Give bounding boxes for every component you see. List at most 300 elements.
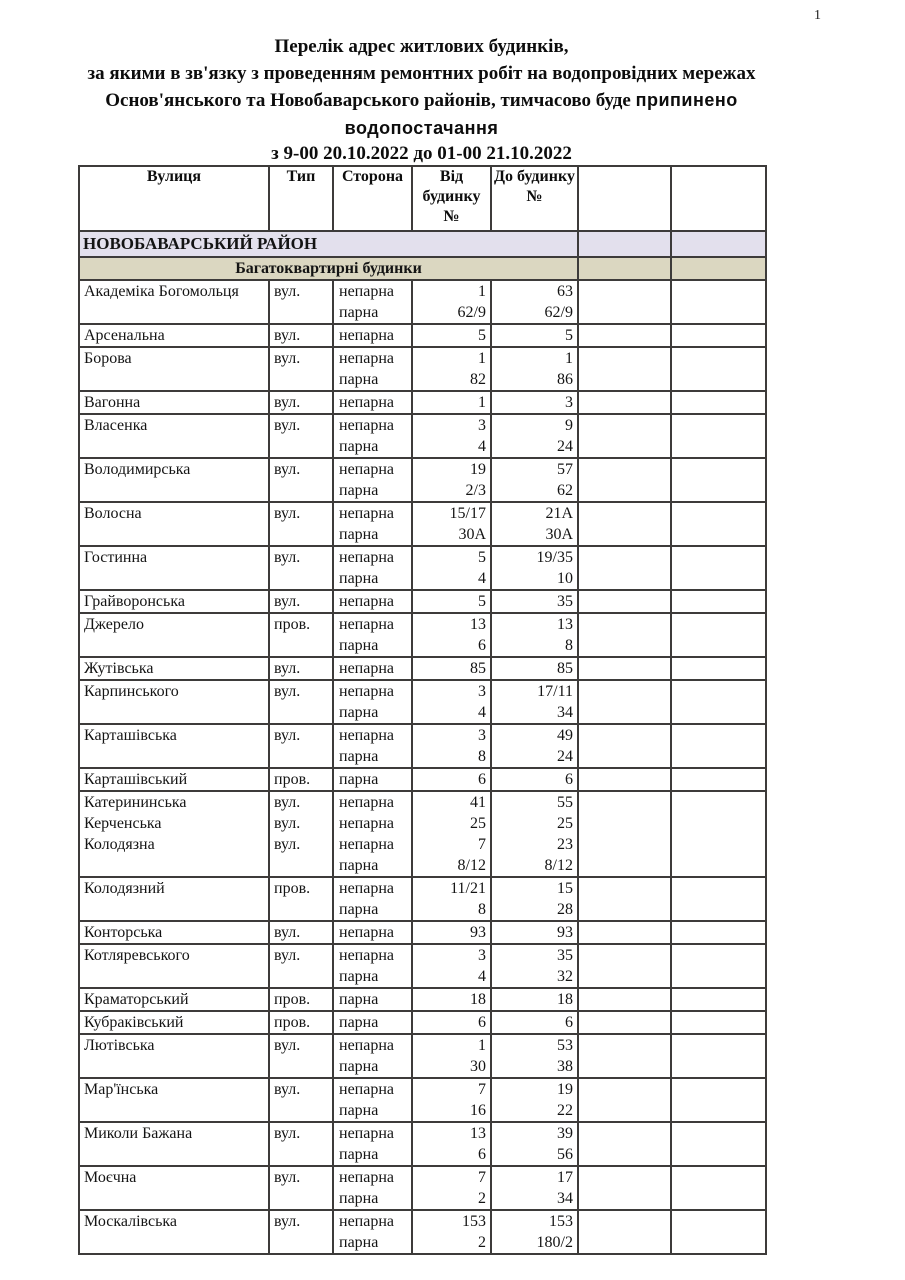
cell-line: непарна [339,660,394,677]
cell-line: 1 [565,350,573,367]
street-cell [79,546,269,590]
cell-line: 93 [470,924,486,941]
cell-line: 82 [470,371,486,388]
cell-line: 25 [470,815,486,832]
to-cell [491,1078,578,1122]
to-cell [491,458,578,502]
cell-line: непарна [339,327,394,344]
cell-line: Власенка [84,417,148,434]
cell-line: непарна [339,549,394,566]
cell-line: 2 [478,1234,486,1251]
cell-line: вул. [274,505,301,522]
empty-cell [671,502,766,546]
cell-line: 34 [557,1190,573,1207]
cell-line: вул. [274,549,301,566]
from-cell [412,458,491,502]
cell-line: Краматорський [84,991,189,1008]
cell-line: парна [339,1014,379,1031]
cell-line: 3 [478,683,486,700]
side-cell [333,502,412,546]
from-cell [412,613,491,657]
category-empty-1 [578,257,671,280]
to-cell [491,1011,578,1034]
cell-line: непарна [339,880,394,897]
table-row [79,791,766,877]
type-cell [269,280,333,324]
cell-line: вул. [274,660,301,677]
street-cell [79,280,269,324]
cell-line: 13 [557,616,573,633]
cell-line: парна [339,1190,379,1207]
empty-cell [578,613,671,657]
cell-line: непарна [339,947,394,964]
empty-cell [671,590,766,613]
side-cell [333,944,412,988]
from-cell [412,768,491,791]
table-row [79,280,766,324]
cell-line: 5 [478,327,486,344]
empty-cell [578,724,671,768]
cell-line: вул. [274,350,301,367]
side-cell [333,458,412,502]
cell-line: 93 [557,924,573,941]
cell-line: 3 [478,727,486,744]
street-cell [79,724,269,768]
cell-line: непарна [339,1125,394,1142]
cell-line: Моєчна [84,1169,137,1186]
cell-line: Керченська [84,815,162,832]
table-row [79,921,766,944]
type-cell [269,458,333,502]
cell-line: непарна [339,283,394,300]
title-line-3-serif: Основ'янського та Новобаварського районів, тимчасово буде [105,90,636,111]
cell-line: непарна [339,1081,394,1098]
to-cell [491,724,578,768]
side-cell [333,280,412,324]
empty-cell [578,1078,671,1122]
cell-line: 1 [478,1037,486,1054]
cell-line: Вагонна [84,394,141,411]
street-cell [79,680,269,724]
cell-line: непарна [339,1037,394,1054]
table-row [79,414,766,458]
street-cell [79,1210,269,1254]
district-header-label: НОВОБАВАРСЬКИЙ РАЙОН [79,231,578,257]
side-cell [333,1166,412,1210]
side-cell [333,324,412,347]
street-cell [79,1011,269,1034]
cell-line: 2 [478,1190,486,1207]
empty-cell [671,1166,766,1210]
cell-line: непарна [339,461,394,478]
cell-line: 15 [557,880,573,897]
cell-line: 39 [557,1125,573,1142]
empty-cell [671,680,766,724]
empty-cell [671,1122,766,1166]
cell-line: 5 [565,327,573,344]
street-cell [79,590,269,613]
cell-line: вул. [274,417,301,434]
cell-line: парна [339,526,379,543]
cell-line: 6 [478,1146,486,1163]
type-cell [269,1210,333,1254]
from-cell [412,1122,491,1166]
cell-line: парна [339,371,379,388]
cell-line: 180/2 [536,1234,573,1251]
empty-cell [578,1210,671,1254]
cell-line: непарна [339,836,394,853]
cell-line: парна [339,637,379,654]
title-line-1: Перелік адрес житлових будинків, [274,36,569,57]
type-cell [269,1078,333,1122]
type-cell [269,791,333,877]
cell-line: 35 [557,593,573,610]
cell-line: 57 [557,461,573,478]
to-cell [491,1122,578,1166]
cell-line: 24 [557,438,573,455]
type-cell [269,391,333,414]
table-row [79,1122,766,1166]
header-type: Тип [269,166,333,231]
from-cell [412,877,491,921]
cell-line: 30А [458,526,486,543]
side-cell [333,590,412,613]
empty-cell [578,502,671,546]
to-cell [491,1210,578,1254]
cell-line: 24 [557,748,573,765]
cell-line: 85 [470,660,486,677]
empty-cell [671,546,766,590]
from-cell [412,1034,491,1078]
cell-line: непарна [339,394,394,411]
to-cell [491,414,578,458]
table-row [79,877,766,921]
empty-cell [671,324,766,347]
empty-cell [578,921,671,944]
table-body [79,231,766,1254]
empty-cell [671,280,766,324]
table-row [79,657,766,680]
empty-cell [671,1034,766,1078]
from-cell [412,280,491,324]
cell-line: Катерининська [84,794,187,811]
table-row [79,546,766,590]
to-cell [491,546,578,590]
side-cell [333,1210,412,1254]
empty-cell [578,791,671,877]
title-line-2: за якими в зв'язку з проведенням ремонтних робіт на водопровідних мережах [87,62,756,84]
empty-cell [671,1210,766,1254]
cell-line: 16 [470,1102,486,1119]
empty-cell [671,657,766,680]
table-row [79,1078,766,1122]
cell-line: Миколи Бажана [84,1125,193,1142]
type-cell [269,324,333,347]
from-cell [412,347,491,391]
from-cell [412,546,491,590]
table-row [79,324,766,347]
type-cell [269,988,333,1011]
side-cell [333,680,412,724]
cell-line: непарна [339,815,394,832]
cell-line: 13 [470,1125,486,1142]
cell-line: Мар'їнська [84,1081,159,1098]
cell-line: непарна [339,505,394,522]
side-cell [333,768,412,791]
cell-line: 17/11 [537,683,573,700]
to-cell [491,657,578,680]
header-empty-2 [671,166,766,231]
cell-line: парна [339,857,379,874]
table-row [79,590,766,613]
cell-line: непарна [339,616,394,633]
side-cell [333,921,412,944]
cell-line: непарна [339,1213,394,1230]
cell-line: парна [339,901,379,918]
header-row [79,166,766,231]
to-cell [491,347,578,391]
from-cell [412,324,491,347]
side-cell [333,414,412,458]
cell-line: 1 [478,283,486,300]
district-empty-2 [671,231,766,257]
cell-line: Колодязна [84,836,155,853]
table-row [79,724,766,768]
cell-line: Гостинна [84,549,148,566]
cell-line: 10 [557,570,573,587]
cell-line: 6 [478,1014,486,1031]
empty-cell [578,414,671,458]
table-row [79,613,766,657]
cell-line: Карташівська [84,727,177,744]
to-cell [491,590,578,613]
type-cell [269,657,333,680]
from-cell [412,1210,491,1254]
street-cell [79,1078,269,1122]
cell-line: 8/12 [457,857,486,874]
type-cell [269,502,333,546]
cell-line: непарна [339,1169,394,1186]
empty-cell [578,1011,671,1034]
cell-line: Джерело [84,616,144,633]
page-number: 1 [814,8,821,23]
cell-line: 30А [545,526,573,543]
table-row [79,944,766,988]
cell-line: непарна [339,924,394,941]
to-cell [491,791,578,877]
cell-line: 55 [557,794,573,811]
cell-line: Борова [84,350,132,367]
from-cell [412,724,491,768]
street-cell [79,791,269,877]
cell-line: непарна [339,593,394,610]
cell-line: 4 [478,570,486,587]
cell-line: 6 [478,637,486,654]
type-cell [269,613,333,657]
to-cell [491,944,578,988]
title-line-3 [78,87,765,115]
type-cell [269,768,333,791]
cell-line: пров. [274,880,311,897]
cell-line: 28 [557,901,573,918]
cell-line: Волосна [84,505,142,522]
cell-line: 8/12 [544,857,573,874]
cell-line: 3 [478,417,486,434]
table-row [79,768,766,791]
street-cell [79,921,269,944]
table-row [79,391,766,414]
side-cell [333,613,412,657]
cell-line: 4 [478,438,486,455]
cell-line: вул. [274,836,301,853]
cell-line: 13 [470,616,486,633]
street-cell [79,613,269,657]
table-row [79,1210,766,1254]
type-cell [269,1122,333,1166]
empty-cell [671,414,766,458]
cell-line: пров. [274,991,311,1008]
cell-line: непарна [339,794,394,811]
empty-cell [671,921,766,944]
type-cell [269,877,333,921]
cell-line: 3 [565,394,573,411]
type-cell [269,680,333,724]
side-cell [333,1034,412,1078]
cell-line: 3 [478,947,486,964]
cell-line: непарна [339,350,394,367]
category-header-label: Багатоквартирні будинки [79,257,578,280]
side-cell [333,724,412,768]
type-cell [269,1011,333,1034]
empty-cell [578,988,671,1011]
cell-line: 153 [549,1213,573,1230]
cell-line: пров. [274,1014,311,1031]
cell-line: Кубраківський [84,1014,184,1031]
cell-line: 4 [478,968,486,985]
cell-line: непарна [339,727,394,744]
cell-line: 5 [478,593,486,610]
empty-cell [578,391,671,414]
cell-line: 32 [557,968,573,985]
from-cell [412,1011,491,1034]
cell-line: 1 [478,394,486,411]
cell-line: 25 [557,815,573,832]
cell-line: 7 [478,1081,486,1098]
side-cell [333,391,412,414]
cell-line: парна [339,438,379,455]
cell-line: 62 [557,482,573,499]
from-cell [412,680,491,724]
table-row [79,347,766,391]
from-cell [412,921,491,944]
from-cell [412,391,491,414]
cell-line: парна [339,1058,379,1075]
empty-cell [578,324,671,347]
cell-line: вул. [274,794,301,811]
empty-cell [671,988,766,1011]
district-empty-1 [578,231,671,257]
cell-line: парна [339,304,379,321]
cell-line: вул. [274,1169,301,1186]
side-cell [333,657,412,680]
type-cell [269,1166,333,1210]
cell-line: 5 [478,549,486,566]
address-table [78,165,767,1255]
cell-line: 7 [478,1169,486,1186]
table-row [79,458,766,502]
empty-cell [671,1078,766,1122]
type-cell [269,724,333,768]
cell-line: вул. [274,461,301,478]
type-cell [269,1034,333,1078]
to-cell [491,877,578,921]
header-from: Від будинку № [412,166,491,231]
header-empty-1 [578,166,671,231]
street-cell [79,877,269,921]
cell-line: парна [339,1234,379,1251]
empty-cell [578,590,671,613]
title-line-4: водопостачання [344,117,499,138]
to-cell [491,391,578,414]
type-cell [269,921,333,944]
empty-cell [578,1034,671,1078]
to-cell [491,921,578,944]
cell-line: 7 [478,836,486,853]
empty-cell [671,458,766,502]
cell-line: Академіка Богомольця [84,283,239,300]
from-cell [412,657,491,680]
cell-line: 6 [565,771,573,788]
cell-line: вул. [274,683,301,700]
cell-line: 62/9 [544,304,573,321]
cell-line: пров. [274,771,311,788]
cell-line: 153 [462,1213,486,1230]
cell-line: вул. [274,1081,301,1098]
cell-line: 86 [557,371,573,388]
cell-line: вул. [274,1125,301,1142]
cell-line: 6 [565,1014,573,1031]
cell-line: вул. [274,593,301,610]
from-cell [412,791,491,877]
cell-line: непарна [339,683,394,700]
cell-line: 85 [557,660,573,677]
to-cell [491,988,578,1011]
cell-line: 22 [557,1102,573,1119]
cell-line: 19 [557,1081,573,1098]
to-cell [491,502,578,546]
cell-line: Володимирська [84,461,191,478]
side-cell [333,1122,412,1166]
cell-line: вул. [274,394,301,411]
table-row [79,502,766,546]
empty-cell [671,1011,766,1034]
street-cell [79,502,269,546]
side-cell [333,1011,412,1034]
cell-line: парна [339,1102,379,1119]
cell-line: 34 [557,704,573,721]
side-cell [333,877,412,921]
street-cell [79,1166,269,1210]
empty-cell [671,791,766,877]
cell-line: 1 [478,350,486,367]
empty-cell [578,657,671,680]
cell-line: вул. [274,327,301,344]
cell-line: вул. [274,1037,301,1054]
cell-line: 11/21 [450,880,486,897]
from-cell [412,1166,491,1210]
cell-line: 49 [557,727,573,744]
table-row [79,1166,766,1210]
